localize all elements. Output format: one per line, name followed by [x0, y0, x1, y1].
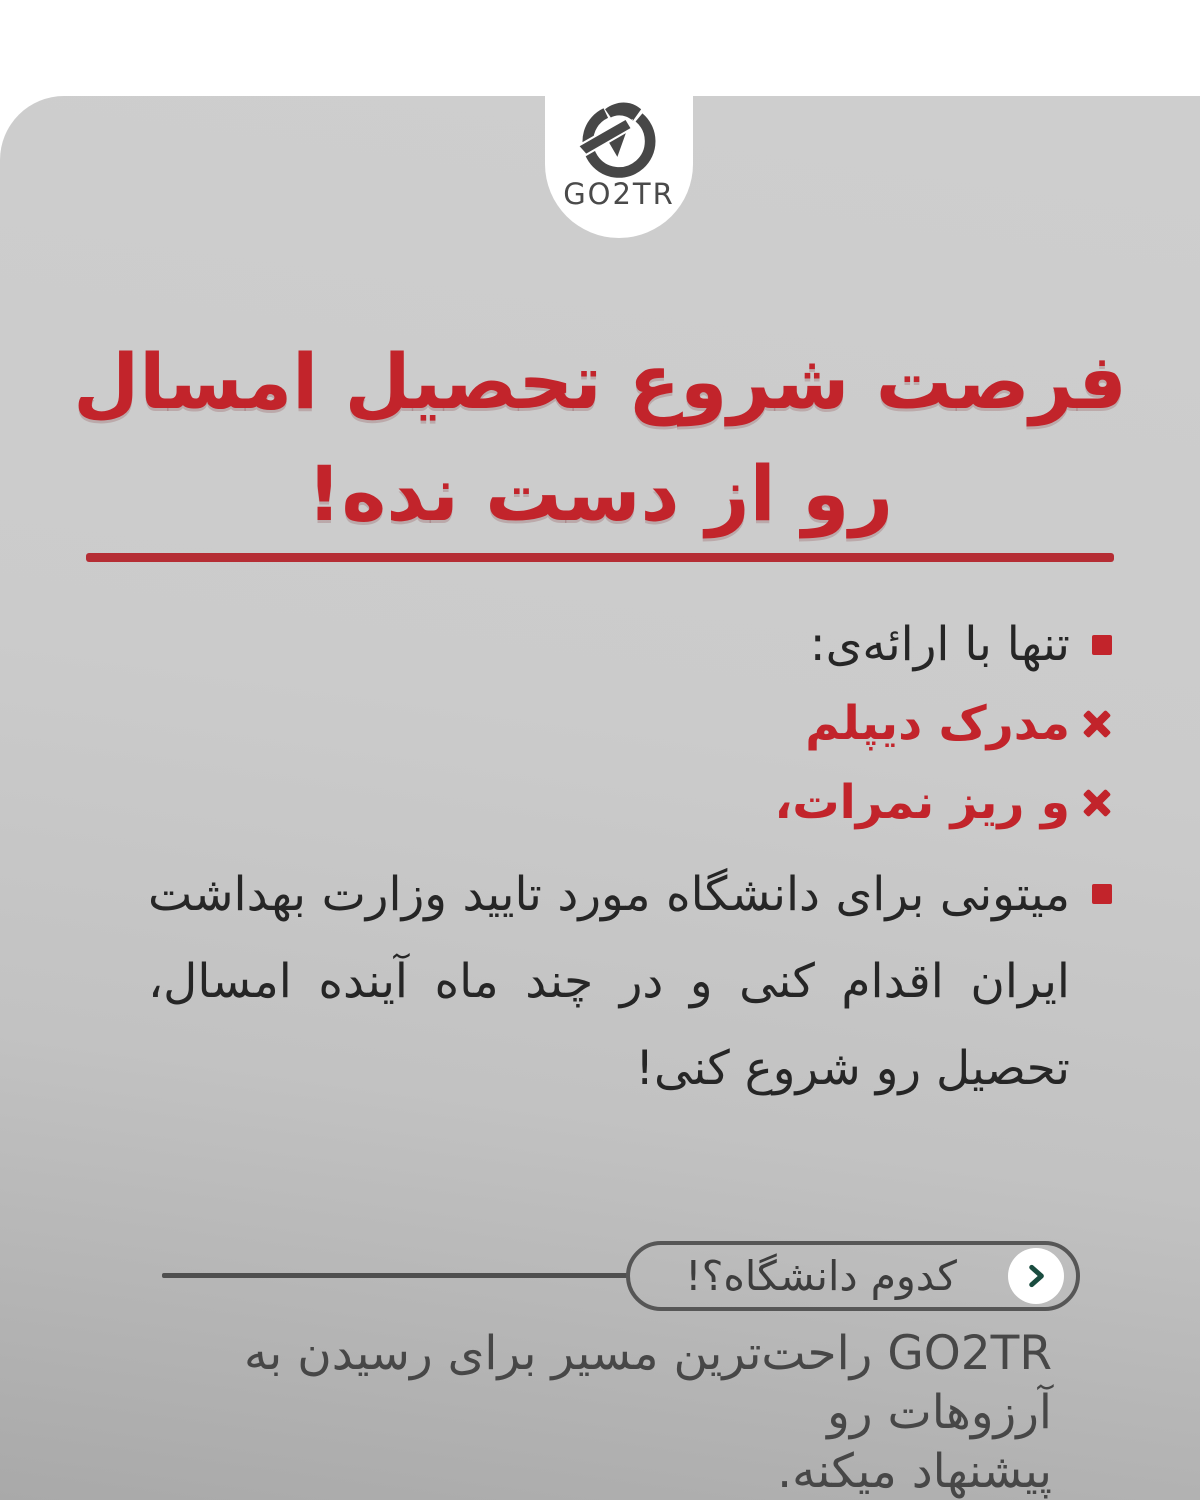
heading-line-1: فرصت شروع تحصیل امسال: [73, 337, 1127, 426]
list-item-paragraph: [148, 851, 1112, 1112]
cta-arrow-circle[interactable]: [1008, 1248, 1064, 1304]
list-item-intro: [148, 614, 1112, 676]
go2tr-airplane-logo-icon: [578, 97, 660, 179]
red-divider: [86, 553, 1114, 562]
body-paragraph: میتونی برای دانشگاه مورد تایید وزارت بهداشت ایران اقدام کنی و در چند ماه آینده امسال، تحصیل رو شروع کنی!: [148, 867, 1070, 1096]
brand-wordmark: GO2TR: [563, 177, 675, 211]
cta-button[interactable]: [626, 1241, 1080, 1311]
main-heading: [50, 326, 1150, 550]
cta-connector-line: [162, 1273, 628, 1278]
footer-line-2: پیشنهاد میکنه.: [777, 1444, 1052, 1499]
list-item-label: مدرک دیپلم: [805, 696, 1070, 751]
list-item-diploma: [148, 693, 1112, 755]
square-bullet-icon: [1092, 884, 1112, 904]
requirements-list: [148, 614, 1112, 1129]
square-bullet-icon: [1092, 635, 1112, 655]
chevron-right-icon: [1023, 1263, 1049, 1289]
logo-notch: [545, 96, 693, 238]
list-intro-text: تنها با ارائه‌ی:: [809, 617, 1070, 672]
x-bullet-icon: [1082, 709, 1112, 739]
footer-line-1: GO2TR راحت‌ترین مسیر برای رسیدن به آرزوهات رو: [243, 1326, 1052, 1440]
cta-label: کدوم دانشگاه؟!: [685, 1252, 957, 1300]
x-bullet-icon: [1082, 788, 1112, 818]
footer-tagline: [90, 1324, 1052, 1500]
list-item-transcript: [148, 772, 1112, 834]
list-item-label: و ریز نمرات،: [774, 775, 1070, 830]
heading-line-2: رو از دست نده!: [306, 449, 894, 538]
